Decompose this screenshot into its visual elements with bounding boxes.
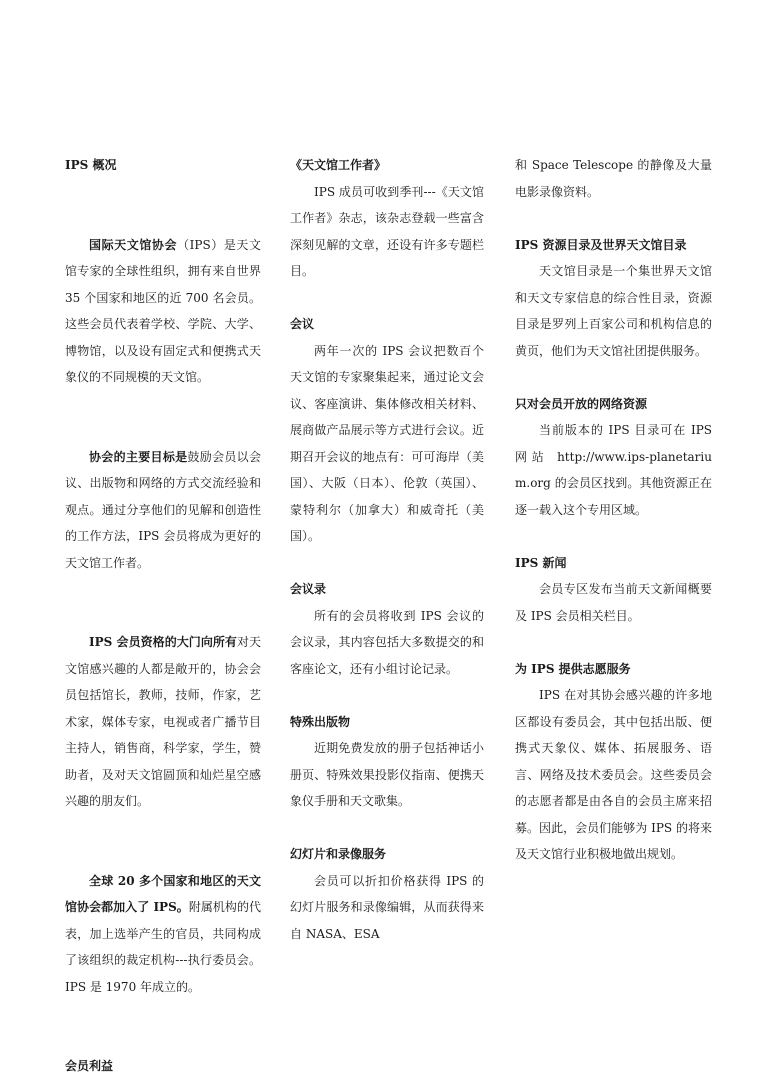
- column-2: [290, 152, 484, 947]
- paragraph-proceedings: 所有的会员将收到 IPS 会议的会议录，其内容包括大多数提交的和客座论文，还有小组讨论记录。: [290, 608, 484, 676]
- heading-members-only-web: 只对会员开放的网络资源: [515, 396, 648, 411]
- heading-planetarian: 《天文馆工作者》: [290, 158, 387, 172]
- paragraph-volunteer: IPS 在对其协会感兴趣的许多地区都设有委员会，其中包括出版、便携式天象仪、媒体、拓展服务、语言、网络及技术委员会。这些委员会的志愿者都是由各自的会员主席来招募。因此，会员们能够为 IPS 的将来及天文馆行业积极地做出规划。: [515, 688, 712, 861]
- intro-body: （IPS）是天文馆专家的全球性组织，拥有来自世界 35 个国家和地区的近 700 名会员。这些会员代表着学校、学院、大学、博物馆，以及设有固定式和便携式天象仪的不同规模的天文馆。: [65, 237, 261, 384]
- paragraph-affiliates: [65, 868, 261, 1001]
- affiliates-lead: 全球 20 多个国家和地区的天文馆协会都加入了 IPS。: [65, 873, 261, 914]
- heading-slide-video-service: 幻灯片和录像服务: [290, 847, 387, 861]
- heading-ips-news: IPS 新闻: [515, 555, 567, 570]
- paragraph-slide-video-service: 会员可以折扣价格获得 IPS 的幻灯片服务和录像编辑，从而获得来自 NASA、ESA: [290, 873, 484, 941]
- heading-volunteer: 为 IPS 提供志愿服务: [515, 661, 631, 676]
- goals-lead: 协会的主要目标是: [89, 449, 188, 464]
- heading-directories: IPS 资源目录及世界天文馆目录: [515, 237, 687, 252]
- paragraph-membership: [65, 629, 261, 815]
- membership-lead: IPS 会员资格的大门向所有: [89, 635, 237, 649]
- paragraph-intro: [65, 232, 261, 391]
- heading-special-publications: 特殊出版物: [290, 714, 351, 729]
- heading-proceedings: 会议录: [290, 582, 327, 596]
- membership-body: 对天文馆感兴趣的人都是敞开的，协会会员包括馆长，教师，技师，作家，艺术家，媒体专家，电视或者广播节目主持人，销售商，科学家，学生，赞助者，及对天文馆圆顶和灿烂星空感兴趣的朋友们。: [65, 635, 261, 808]
- paragraph-goals: [65, 444, 261, 577]
- paragraph-special-publications: 近期免费发放的册子包括神话小册页、特殊效果投影仪指南、便携天象仪手册和天文歌集。: [290, 741, 484, 808]
- paragraph-slide-video-continued: 和 Space Telescope 的静像及大量电影录像资料。: [515, 158, 712, 199]
- paragraph-planetarian: IPS 成员可收到季刊---《天文馆工作者》杂志，该杂志登载一些富含深刻见解的文章，还设有许多专题栏目。: [290, 184, 484, 278]
- goals-body: 鼓励会员以会议、出版物和网络的方式交流经验和观点。通过分享他们的见解和创造性的工作方法，IPS 会员将成为更好的天文馆工作者。: [65, 449, 261, 570]
- affiliates-body: 附属机构的代表，加上选举产生的官员，共同构成了该组织的裁定机构---执行委员会。IPS 是 1970 年成立的。: [65, 900, 261, 994]
- heading-ips-overview: IPS 概况: [65, 158, 117, 172]
- column-3: [515, 152, 712, 868]
- heading-member-benefits: 会员利益: [65, 1059, 114, 1073]
- intro-lead: 国际天文馆协会: [89, 237, 178, 252]
- paragraph-ips-news: 会员专区发布当前天文新闻概要及 IPS 会员相关栏目。: [515, 582, 712, 623]
- paragraph-conference: 两年一次的 IPS 会议把数百个天文馆的专家聚集起来，通过论文会议、客座演讲、集体修改相关材料、展商做产品展示等方式进行会议。近期召开会议的地点有：可可海岸（美国）、大阪（日本）、伦敦（英国）、蒙特利尔（加拿大）和威奇托（美国）。: [290, 343, 484, 543]
- column-1: [65, 152, 261, 1080]
- paragraph-members-only-web: 当前版本的 IPS 目录可在 IPS 网站 http://www.ips-planetarium.org 的会员区找到。其他资源正在逐一载入这个专用区域。: [515, 423, 712, 517]
- heading-conference: 会议: [290, 317, 315, 331]
- paragraph-directories: 天文馆目录是一个集世界天文馆和天文专家信息的综合性目录，资源目录是罗列上百家公司和机构信息的黄页，他们为天文馆社团提供服务。: [515, 264, 712, 358]
